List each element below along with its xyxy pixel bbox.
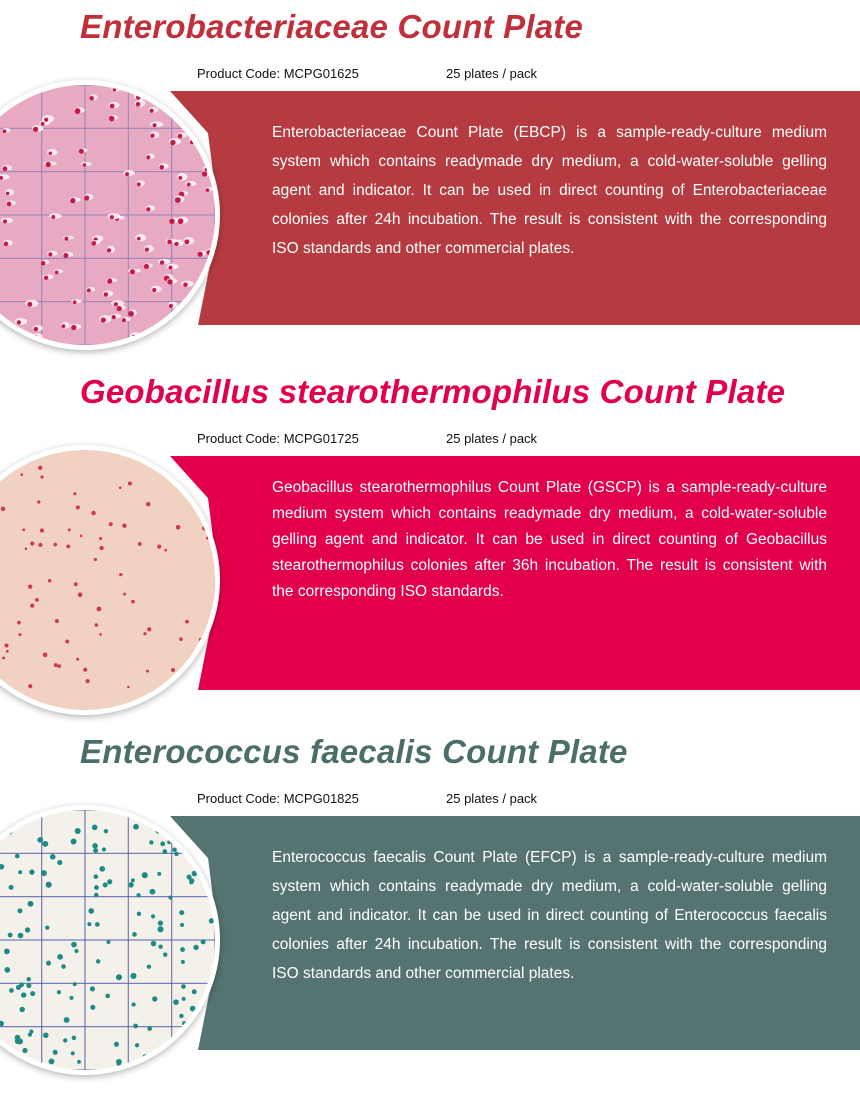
product-section-ebcp [0, 0, 860, 360]
product-code: Product Code: MCPG01625 [197, 66, 359, 81]
plate-illustration [0, 810, 215, 1070]
product-description: Enterococcus faecalis Count Plate (EFCP) is a sample-ready-culture medium system which contains readymade dry medium, a cold-water-soluble gelling agent and indicator. It can be used in direct counting of Enterococcus faecalis colonies after 24h incubation. The result is consistent with the corresponding ISO standards and other commercial plates. [272, 849, 827, 982]
product-description: Geobacillus stearothermophilus Count Plate (GSCP) is a sample-ready-culture medium system which contains readymade dry medium, a cold-water-soluble gelling agent and indicator. It can be used in direct counting of Geobacillus stearothermophilus colonies after 36h incubation. The result is consistent with the corresponding ISO standards. [272, 479, 827, 600]
petri-plate-image [0, 805, 220, 1075]
product-description: Enterobacteriaceae Count Plate (EBCP) is a sample-ready-culture medium system which contains readymade dry medium, a cold-water-soluble gelling agent and indicator. It can be used in direct counting of Enterobacteriaceae colonies after 24h incubation. The result is consistent with the corresponding ISO standards and other commercial plates. [272, 124, 827, 257]
product-title: Enterobacteriaceae Count Plate [80, 8, 583, 45]
product-title: Geobacillus stearothermophilus Count Plate [80, 373, 786, 410]
plate-illustration [0, 450, 215, 710]
product-section-efcp [0, 725, 860, 1085]
petri-plate-image [0, 80, 220, 350]
petri-plate-image [0, 445, 220, 715]
product-title: Enterococcus faecalis Count Plate [80, 733, 628, 770]
plate-illustration [0, 85, 215, 345]
product-section-gscp [0, 365, 860, 725]
pack-size: 25 plates / pack [446, 791, 538, 806]
pack-size: 25 plates / pack [446, 431, 538, 446]
product-code: Product Code: MCPG01725 [197, 431, 359, 446]
product-code: Product Code: MCPG01825 [197, 791, 359, 806]
pack-size: 25 plates / pack [446, 66, 538, 81]
